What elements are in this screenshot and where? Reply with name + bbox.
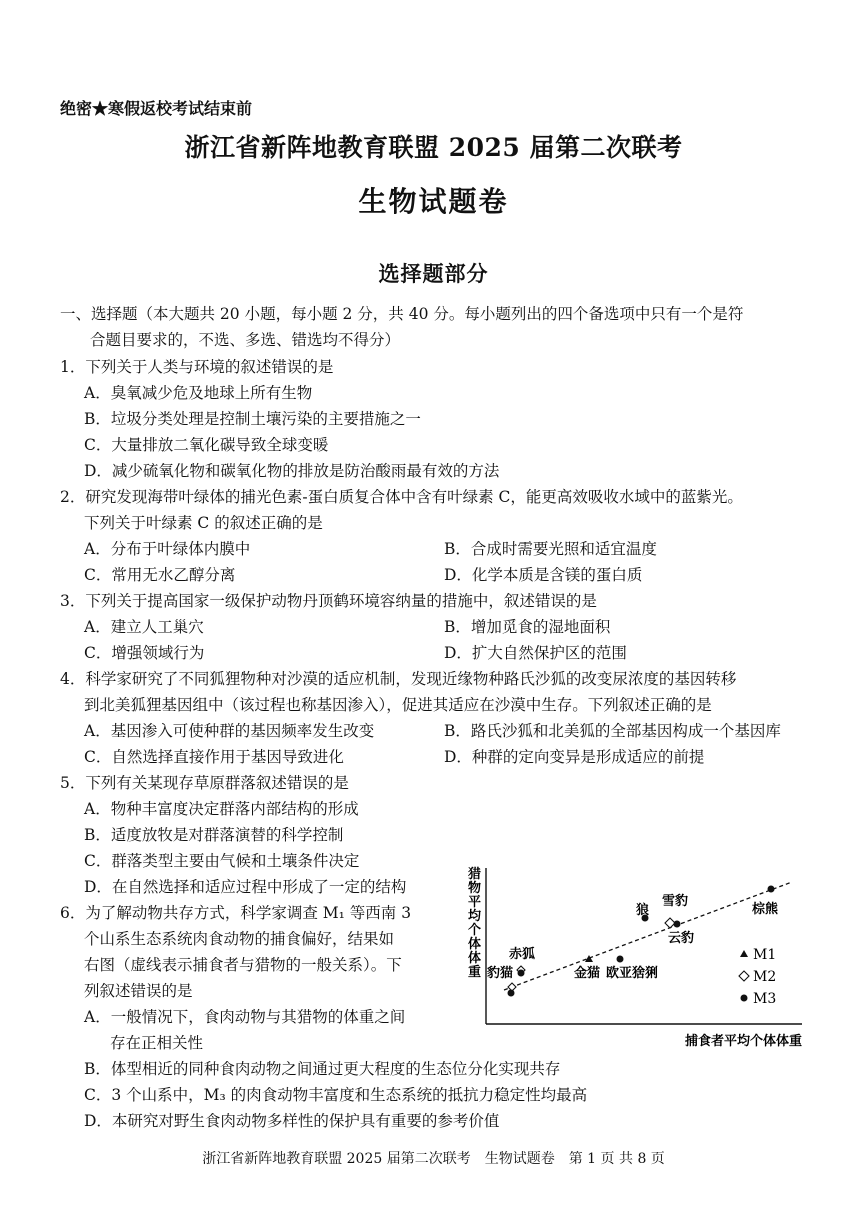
instructions-line-1: 一、选择题（本大题共 20 小题，每小题 2 分，共 40 分。每小题列出的四个备选项中只有一个是符 [60, 305, 744, 323]
legend-m2-diamond-icon [739, 971, 749, 981]
question-6-option-b: B．体型相近的同种食肉动物之间通过更大程度的生态位分化实现共存 [84, 1060, 561, 1078]
question-6-stem-line-2: 个山系生态系统肉食动物的捕食偏好，结果如 [84, 930, 395, 948]
question-5-option-b: B．适度放牧是对群落演替的科学控制 [84, 826, 344, 844]
question-4-option-b: B．路氏沙狐和北美狐的全部基因构成一个基因库 [444, 722, 781, 740]
question-6-stem-line-3: 右图（虚线表示捕食者与猎物的一般关系）。下 [84, 956, 402, 974]
question-3-option-d: D．扩大自然保护区的范围 [444, 644, 627, 662]
question-6-stem-line-4: 列叙述错误的是 [84, 982, 193, 1000]
chart-legend [739, 947, 776, 1007]
question-2-stem-line-2: 下列关于叶绿素 C 的叙述正确的是 [84, 514, 323, 532]
question-2-option-b: B．合成时需要光照和适宜温度 [444, 540, 657, 558]
section-heading: 选择题部分 [378, 261, 489, 286]
question-5-option-c: C．群落类型主要由气候和土壤条件决定 [84, 852, 360, 870]
point-leopard-cat-m3 [508, 990, 515, 997]
question-4-option-c: C．自然选择直接作用于基因导致进化 [84, 748, 344, 766]
y-axis-label: 猎物平均个体体重 [468, 867, 482, 980]
label-leopard-cat: 豹猫 [487, 966, 514, 981]
question-3-stem: 3．下列关于提高国家一级保护动物丹顶鹤环境容纳量的措施中，叙述错误的是 [60, 592, 597, 610]
label-red-fox: 赤狐 [509, 947, 536, 962]
page-footer: 浙江省新阵地教育联盟 2025 届第二次联考 生物试题卷 第 1 页 共 8 页 [202, 1151, 665, 1167]
point-red-fox-m3 [518, 970, 525, 977]
point-lynx-m3 [617, 956, 624, 963]
question-3-option-a: A．建立人工巢穴 [84, 618, 204, 636]
point-labels [487, 893, 779, 981]
question-2-stem-line-1: 2．研究发现海带叶绿体的捕光色素-蛋白质复合体中含有叶绿素 C，能更高效吸收水域中的蓝紫光。 [60, 488, 743, 506]
instructions-line-2: 合题目要求的，不选、多选、错选均不得分） [90, 331, 401, 349]
question-1-stem: 1．下列关于人类与环境的叙述错误的是 [60, 358, 334, 376]
question-3-option-c: C．增强领域行为 [84, 644, 205, 662]
question-5-option-a: A．物种丰富度决定群落内部结构的形成 [84, 800, 359, 818]
label-brown-bear: 棕熊 [752, 902, 779, 917]
predator-prey-scatter-chart [456, 860, 816, 1060]
label-lynx: 欧亚猞猁 [606, 966, 659, 981]
question-2-option-c: C．常用无水乙醇分离 [84, 566, 236, 584]
x-axis-label: 捕食者平均个体体重 [684, 1034, 802, 1049]
point-golden-cat-m1 [585, 955, 593, 962]
point-clouded-leopard-m3 [674, 921, 681, 928]
question-4-stem-line-1: 4．科学家研究了不同狐狸物种对沙漠的适应机制，发现近缘物种路氏沙狐的改变尿浓度的基因转移 [60, 670, 737, 688]
legend-m1-triangle-icon [740, 950, 748, 957]
question-6-option-a-line-2: 存在正相关性 [110, 1034, 204, 1052]
question-4-option-a: A．基因渗入可使种群的基因频率发生改变 [84, 722, 375, 740]
legend-m3-label: M3 [753, 991, 777, 1007]
question-3-option-b: B．增加觅食的湿地面积 [444, 618, 611, 636]
question-5-stem: 5．下列有关某现存草原群落叙述错误的是 [60, 774, 349, 792]
legend-m2-label: M2 [753, 969, 777, 985]
question-1-option-d: D．减少硫氧化物和碳氧化物的排放是防治酸雨最有效的方法 [84, 462, 500, 480]
point-snow-leopard-m2 [665, 918, 675, 928]
question-6-stem-line-1: 6．为了解动物共存方式，科学家调查 M₁ 等西南 3 [60, 904, 412, 922]
question-6-option-a-line-1: A．一般情况下，食肉动物与其猎物的体重之间 [84, 1008, 406, 1026]
point-brown-bear-m3 [768, 886, 775, 893]
exam-subtitle: 生物试题卷 [358, 185, 509, 218]
question-4-stem-line-2: 到北美狐狸基因组中（该过程也称基因渗入），促进其适应在沙漠中生存。下列叙述正确的是 [84, 696, 712, 714]
label-golden-cat: 金猫 [574, 966, 601, 981]
question-5-option-d: D．在自然选择和适应过程中形成了一定的结构 [84, 878, 407, 896]
question-2-option-a: A．分布于叶绿体内膜中 [84, 540, 251, 558]
legend-m1-label: M1 [753, 947, 777, 963]
legend-m3-dot-icon [741, 995, 748, 1002]
label-wolf: 狼 [636, 903, 650, 918]
confidential-label: 绝密★寒假返校考试结束前 [60, 99, 253, 118]
exam-title: 浙江省新阵地教育联盟 2025 届第二次联考 [184, 133, 683, 162]
question-6-option-d: D．本研究对野生食肉动物多样性的保护具有重要的参考价值 [84, 1112, 500, 1130]
question-1-option-b: B．垃圾分类处理是控制土壤污染的主要措施之一 [84, 410, 421, 428]
question-4-option-d: D．种群的定向变异是形成适应的前提 [444, 748, 705, 766]
question-1-option-c: C．大量排放二氧化碳导致全球变暖 [84, 436, 329, 454]
question-2-option-d: D．化学本质是含镁的蛋白质 [444, 566, 643, 584]
question-1-option-a: A．臭氧减少危及地球上所有生物 [84, 384, 313, 402]
label-snow-leopard: 雪豹 [662, 894, 689, 909]
label-clouded-leopard: 云豹 [668, 931, 695, 946]
question-6-option-c: C．3 个山系中，M₃ 的肉食动物丰富度和生态系统的抵抗力稳定性均最高 [84, 1086, 588, 1104]
